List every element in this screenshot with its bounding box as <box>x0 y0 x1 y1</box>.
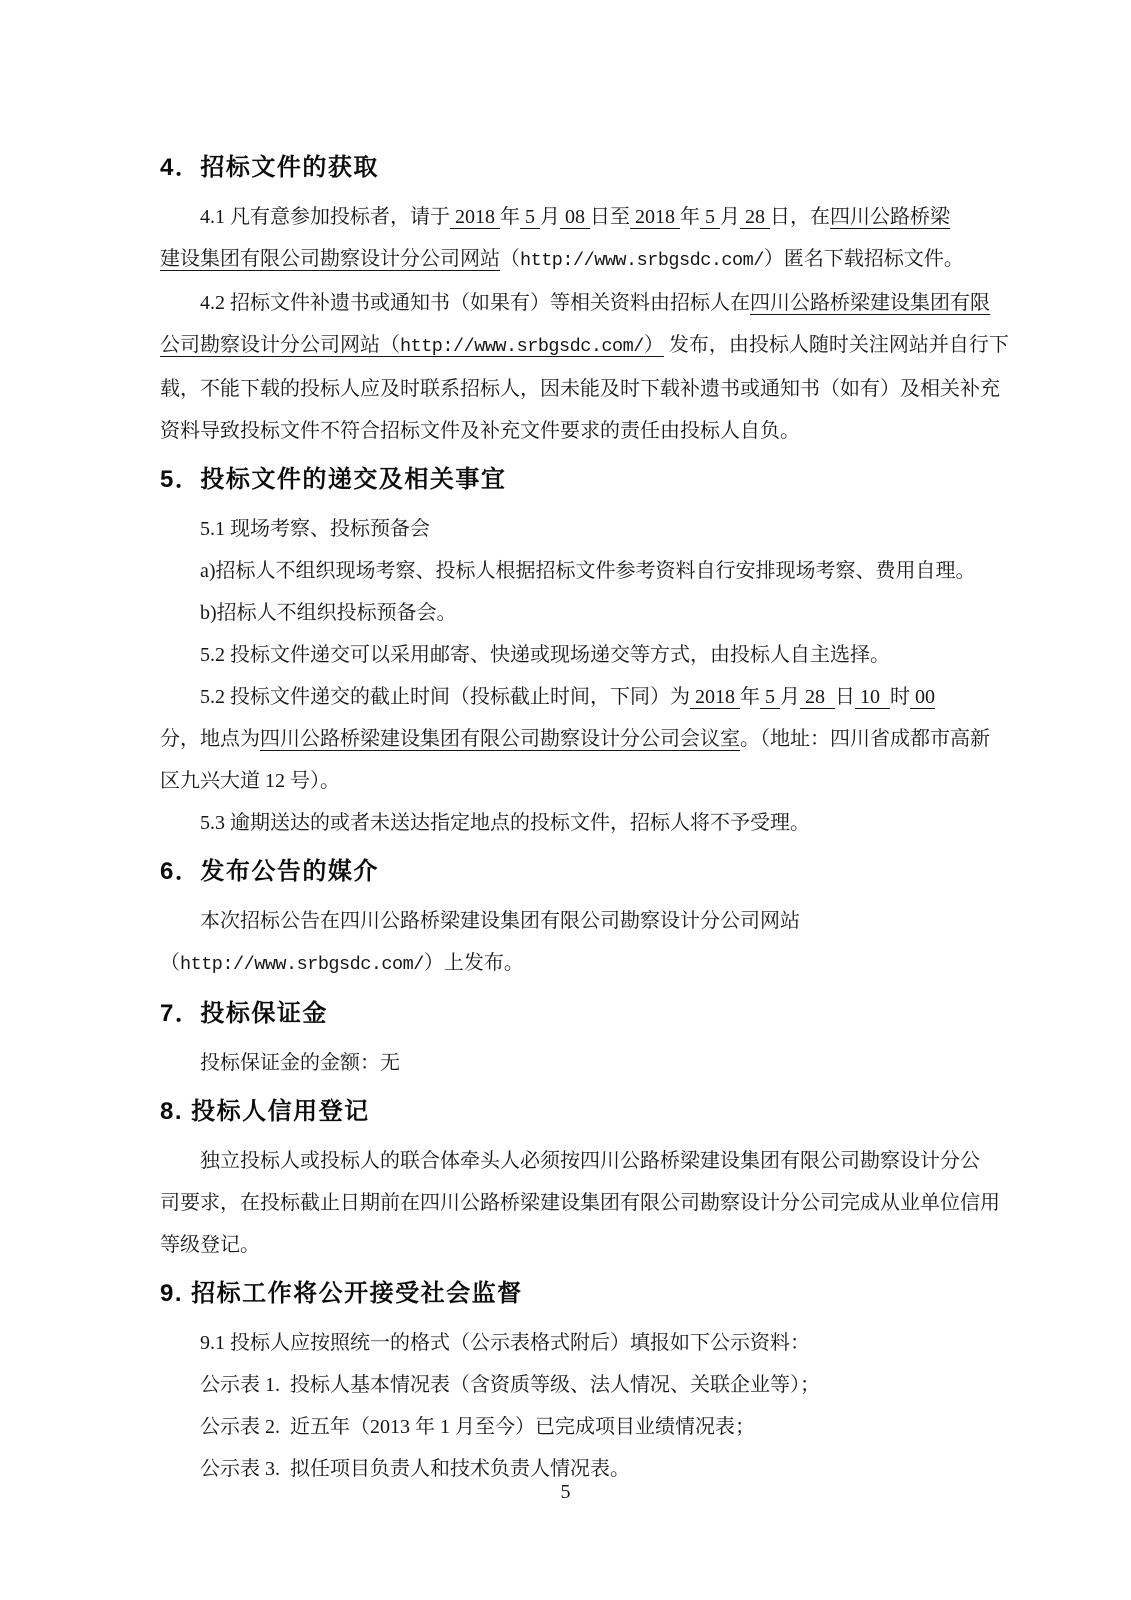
text-segment: 时 <box>890 686 910 708</box>
section-heading-4: 7．投标保证金 <box>160 1000 328 1027</box>
text-segment: 本次招标公告在四川公路桥梁建设集团有限公司勘察设计分公司网站 <box>200 910 800 932</box>
underlined-text: 28 <box>740 206 770 228</box>
text-segment: 资料导致投标文件不符合招标文件及补充文件要求的责任由投标人自负。 <box>160 420 800 442</box>
text-segment: 月 <box>780 686 800 708</box>
doc-line <box>160 760 1005 802</box>
page-number: 5 <box>560 1481 571 1503</box>
text-segment: 5.2 投标文件递交可以采用邮寄、快递或现场递交等方式，由投标人自主选择。 <box>200 644 890 666</box>
doc-line <box>160 802 1005 844</box>
underlined-text: 四川公路桥梁 <box>830 206 950 228</box>
url-text: http://www.srbgsdc.com/ <box>520 250 764 271</box>
doc-line <box>160 718 1005 760</box>
url-text: http://www.srbgsdc.com/ <box>180 954 424 975</box>
doc-line <box>160 1042 1005 1084</box>
doc-line <box>160 676 1005 718</box>
text-segment: 发布，由投标人随时关注网站并自行下 <box>663 334 1009 356</box>
text-segment: 载，不能下载的投标人应及时联系招标人，因未能及时下载补遗书或通知书（如有）及相关补充 <box>160 378 1000 400</box>
underlined-text: ） <box>643 334 664 356</box>
text-segment: 公示表 1. 投标人基本情况表（含资质等级、法人情况、关联企业等）； <box>200 1374 820 1396</box>
text-segment: 5.3 逾期送达的或者未送达指定地点的投标文件，招标人将不予受理。 <box>200 812 810 834</box>
section-heading-3: 6．发布公告的媒介 <box>160 858 379 885</box>
doc-line <box>160 508 1005 550</box>
text-segment: 5.1 现场考察、投标预备会 <box>200 518 430 540</box>
text-segment: 5.2 投标文件递交的截止时间（投标截止时间，下同）为 <box>200 686 690 708</box>
doc-line <box>160 196 1005 238</box>
text-segment: 区九兴大道 12 号）。 <box>160 770 340 792</box>
text-segment: 分，地点为 <box>160 728 260 750</box>
doc-line <box>160 1364 1005 1406</box>
text-segment: （ <box>160 952 180 974</box>
text-segment: 日，在 <box>770 206 830 228</box>
text-segment: 等级登记。 <box>160 1234 260 1256</box>
text-segment: ）上发布。 <box>423 952 524 974</box>
url-text: http://www.srbgsdc.com/ <box>400 336 644 357</box>
underlined-text: 08 <box>560 206 590 228</box>
doc-line <box>160 900 1005 942</box>
doc-line <box>160 1140 1005 1182</box>
text-segment: b)招标人不组织投标预备会。 <box>200 602 457 624</box>
doc-line <box>160 550 1005 592</box>
doc-line <box>160 942 1005 986</box>
doc-line <box>160 1322 1005 1364</box>
text-segment: 年 <box>500 206 520 228</box>
doc-line <box>160 368 1005 410</box>
text-segment: 4.1 凡有意参加投标者，请于 <box>200 206 450 228</box>
doc-line <box>160 238 1005 282</box>
text-segment: 年 <box>740 686 760 708</box>
doc-line <box>160 634 1005 676</box>
text-segment: （ <box>500 248 520 270</box>
section-heading-6: 9. 招标工作将公开接受社会监督 <box>160 1280 523 1307</box>
text-segment: 4.2 招标文件补遗书或通知书（如果有）等相关资料由招标人在 <box>200 292 750 314</box>
underlined-text: 00 <box>910 686 935 708</box>
text-segment: 公示表 2. 近五年（2013 年 1 月至今）已完成项目业绩情况表； <box>200 1416 755 1438</box>
text-segment: 日 <box>835 686 855 708</box>
doc-line <box>160 592 1005 634</box>
underlined-text: 建设集团有限公司勘察设计分公司网站 <box>160 248 500 270</box>
text-segment: 9.1 投标人应按照统一的格式（公示表格式附后）填报如下公示资料： <box>200 1332 810 1354</box>
section-heading-1: 4．招标文件的获取 <box>160 154 379 181</box>
section-heading-2: 5．投标文件的递交及相关事宜 <box>160 466 507 493</box>
underlined-text: 10 <box>855 686 890 708</box>
underlined-text: 2018 <box>450 206 500 228</box>
underlined-text: 2018 <box>630 206 680 228</box>
document-body <box>160 140 1009 1490</box>
doc-line <box>160 410 1005 452</box>
text-segment: ）匿名下载招标文件。 <box>763 248 964 270</box>
underlined-text: 四川公路桥梁建设集团有限 <box>750 292 990 314</box>
doc-line <box>160 1182 1005 1224</box>
underlined-text: 2018 <box>690 686 740 708</box>
underlined-text: 5 <box>700 206 720 228</box>
doc-line <box>160 282 1005 324</box>
doc-line <box>160 1224 1005 1266</box>
underlined-text: 5 <box>760 686 780 708</box>
text-segment: 日至 <box>590 206 630 228</box>
text-segment: 投标保证金的金额：无 <box>200 1052 400 1074</box>
text-segment: 。（地址：四川省成都市高新 <box>740 728 990 750</box>
doc-line <box>160 1406 1005 1448</box>
underlined-text: 公司勘察设计分公司网站（ <box>160 334 400 356</box>
text-segment: 月 <box>720 206 740 228</box>
underlined-text: 5 <box>520 206 540 228</box>
text-segment: 公示表 3. 拟任项目负责人和技术负责人情况表。 <box>200 1458 630 1480</box>
text-segment: 年 <box>680 206 700 228</box>
text-segment: 司要求，在投标截止日期前在四川公路桥梁建设集团有限公司勘察设计分公司完成从业单位信用 <box>160 1192 1000 1214</box>
doc-line <box>160 324 1009 368</box>
underlined-text: 四川公路桥梁建设集团有限公司勘察设计分公司会议室 <box>260 728 740 750</box>
underlined-text: 28 <box>800 686 835 708</box>
text-segment: 独立投标人或投标人的联合体牵头人必须按四川公路桥梁建设集团有限公司勘察设计分公 <box>200 1150 980 1172</box>
section-heading-5: 8. 投标人信用登记 <box>160 1098 370 1125</box>
text-segment: 月 <box>540 206 560 228</box>
text-segment: a)招标人不组织现场考察、投标人根据招标文件参考资料自行安排现场考察、费用自理。 <box>200 560 976 582</box>
